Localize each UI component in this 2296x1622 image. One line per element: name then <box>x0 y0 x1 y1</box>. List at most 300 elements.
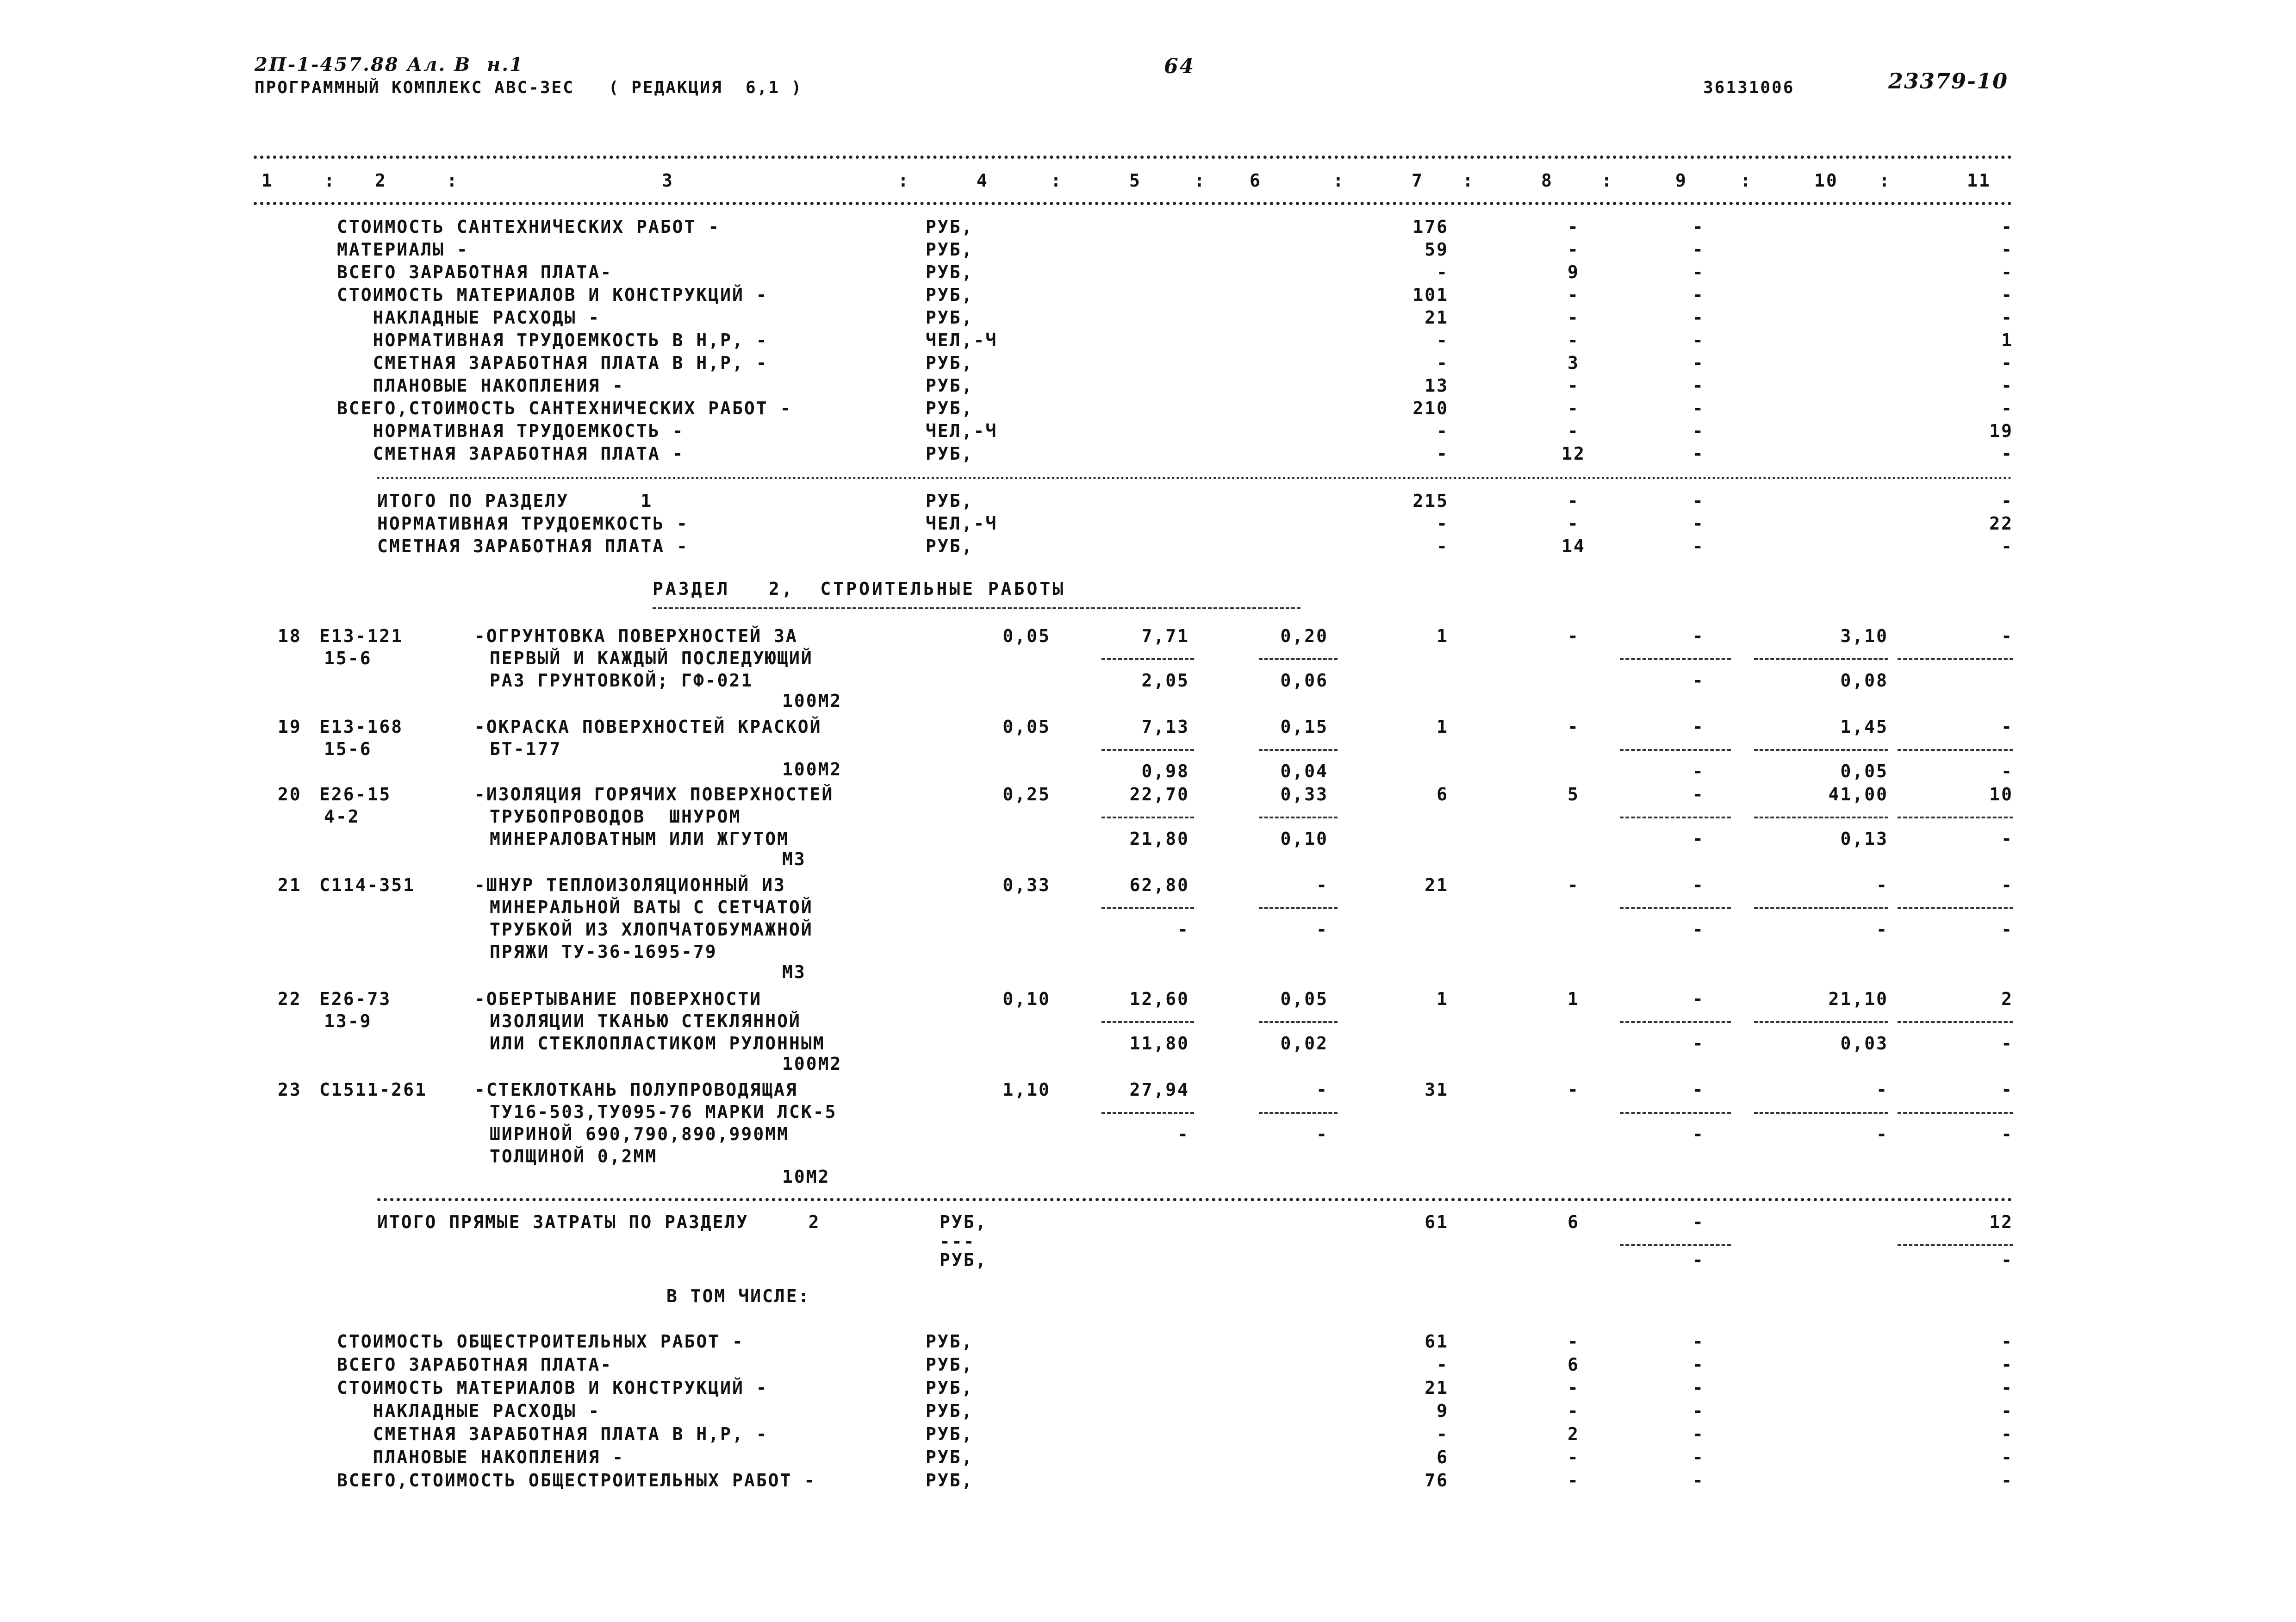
cell-divider <box>1754 1021 1888 1023</box>
column-header-4: 4 <box>977 170 989 191</box>
cell-divider <box>1101 749 1194 751</box>
summary-col9: - <box>1692 491 1705 511</box>
summary-col7: - <box>1437 353 1449 373</box>
summary-col9: - <box>1692 330 1705 350</box>
summary-col8: 3 <box>1568 353 1580 373</box>
item-col11-wage: - <box>2001 1033 2013 1054</box>
summary-col11: - <box>2001 1447 2013 1467</box>
cell-divider <box>1754 907 1888 909</box>
summary-col9: - <box>1692 398 1705 418</box>
item-col10-wage: 0,05 <box>1840 761 1888 781</box>
summary-col8: 6 <box>1568 1354 1580 1375</box>
summary-col9: - <box>1692 1378 1705 1398</box>
item-col8: - <box>1568 875 1580 895</box>
item-description: ТРУБКОЙ ИЗ ХЛОПЧАТОБУМАЖНОЙ <box>490 919 813 940</box>
item-col9: - <box>1692 717 1705 737</box>
summary-col8: - <box>1568 1470 1580 1491</box>
cell-divider <box>1101 658 1194 660</box>
item-col5-wage: 0,98 <box>1141 761 1189 781</box>
column-separator: : <box>1194 170 1206 191</box>
summary-col11: - <box>2001 443 2013 464</box>
item-description: ТРУБОПРОВОДОВ ШНУРОМ <box>490 806 741 827</box>
item-quantity: 0,05 <box>1002 717 1051 737</box>
item-code: Е13-121 <box>319 626 404 646</box>
cell-divider <box>1898 1112 2013 1114</box>
summary-label: СМЕТНАЯ ЗАРАБОТНАЯ ПЛАТА - <box>377 536 689 556</box>
item-unit: М3 <box>782 962 806 982</box>
summary-col11: 19 <box>1989 421 2013 441</box>
summary-col9: - <box>1692 285 1705 305</box>
total-col7: 61 <box>1425 1212 1449 1232</box>
item-unit: 100М2 <box>782 691 842 711</box>
summary-col8: - <box>1568 491 1580 511</box>
section2-rule <box>377 1198 2012 1201</box>
total-unit-dash: --- <box>940 1231 976 1252</box>
summary-unit: РУБ, <box>926 285 974 305</box>
summary-label: НОРМАТИВНАЯ ТРУДОЕМКОСТЬ - <box>337 421 684 441</box>
item-number: 23 <box>278 1079 302 1100</box>
summary-col11: - <box>2001 1331 2013 1352</box>
item-col6-price: - <box>1316 1079 1328 1100</box>
cell-divider <box>1101 1021 1194 1023</box>
cell-divider <box>1259 1112 1338 1114</box>
summary-col8: - <box>1568 1447 1580 1467</box>
summary-label: СТОИМОСТЬ МАТЕРИАЛОВ И КОНСТРУКЦИЙ - <box>337 1378 768 1398</box>
summary-col7: 61 <box>1425 1331 1449 1352</box>
summary-col8: - <box>1568 285 1580 305</box>
item-col10: 41,00 <box>1828 784 1888 805</box>
item-description: РАЗ ГРУНТОВКОЙ; ГФ-021 <box>490 670 753 691</box>
item-col11: - <box>2001 717 2013 737</box>
item-col11-wage: - <box>2001 1124 2013 1144</box>
summary-label: МАТЕРИАЛЫ - <box>337 239 469 260</box>
item-unit: 100М2 <box>782 759 842 780</box>
item-col9-wage: - <box>1692 670 1705 691</box>
item-col5-wage: - <box>1177 919 1189 940</box>
summary-unit: РУБ, <box>926 1378 974 1398</box>
cell-divider <box>1898 1244 2013 1246</box>
cell-divider <box>1259 907 1338 909</box>
summary-col8: 14 <box>1562 536 1586 556</box>
summary-col7: 210 <box>1412 398 1449 418</box>
column-separator: : <box>1462 170 1475 191</box>
item-col8: 1 <box>1568 989 1580 1009</box>
item-description: ШИРИНОЙ 690,790,890,990ММ <box>490 1124 789 1144</box>
summary-col8: - <box>1568 239 1580 260</box>
summary-col11: - <box>2001 491 2013 511</box>
summary-col7: - <box>1437 262 1449 282</box>
item-col9: - <box>1692 1079 1705 1100</box>
summary-unit: РУБ, <box>926 1401 974 1421</box>
column-header-8: 8 <box>1541 170 1553 191</box>
cell-divider <box>1754 658 1888 660</box>
summary-col7: - <box>1437 1424 1449 1444</box>
summary-col8: - <box>1568 307 1580 328</box>
cell-divider <box>1754 749 1888 751</box>
column-header-9: 9 <box>1675 170 1687 191</box>
summary-unit: РУБ, <box>926 239 974 260</box>
item-code: С1511-261 <box>319 1079 427 1100</box>
summary-col7: 101 <box>1412 285 1449 305</box>
item-col10: 21,10 <box>1828 989 1888 1009</box>
cell-divider <box>1620 749 1731 751</box>
item-number: 18 <box>278 626 302 646</box>
item-description: -СТЕКЛОТКАНЬ ПОЛУПРОВОДЯЩАЯ <box>474 1079 798 1100</box>
item-col10: - <box>1876 1079 1888 1100</box>
item-description: ИЗОЛЯЦИИ ТКАНЬЮ СТЕКЛЯННОЙ <box>490 1011 801 1031</box>
summary-col9: - <box>1692 1331 1705 1352</box>
item-col5-price: 7,71 <box>1141 626 1189 646</box>
item-description: -ОБЕРТЫВАНИЕ ПОВЕРХНОСТИ <box>474 989 762 1009</box>
summary-label: СТОИМОСТЬ САНТЕХНИЧЕСКИХ РАБОТ - <box>337 217 721 237</box>
summary-col8: - <box>1568 1331 1580 1352</box>
item-code: Е26-73 <box>319 989 392 1009</box>
summary-col7: 176 <box>1412 217 1449 237</box>
summary-col7: 215 <box>1412 491 1449 511</box>
cell-divider <box>1101 817 1194 818</box>
item-code: 15-6 <box>324 648 372 668</box>
item-quantity: 0,05 <box>1002 626 1051 646</box>
summary-unit: РУБ, <box>926 1470 974 1491</box>
section2-title-underline <box>653 607 1300 609</box>
item-code: 4-2 <box>324 806 360 827</box>
item-col6-wage: 0,02 <box>1280 1033 1328 1054</box>
summary-label: ПЛАНОВЫЕ НАКОПЛЕНИЯ - <box>337 375 625 396</box>
column-separator: : <box>447 170 459 191</box>
cell-divider <box>1620 1244 1731 1246</box>
summary-unit: РУБ, <box>926 375 974 396</box>
summary-label: НОРМАТИВНАЯ ТРУДОЕМКОСТЬ - <box>377 513 689 534</box>
summary-label: СТОИМОСТЬ МАТЕРИАЛОВ И КОНСТРУКЦИЙ - <box>337 285 768 305</box>
item-quantity: 0,33 <box>1002 875 1051 895</box>
total-unit2: РУБ, <box>940 1250 988 1270</box>
item-number: 21 <box>278 875 302 895</box>
doc-code: 2П-1-457.88 Ал. В н.1 <box>255 54 524 75</box>
summary-col7: 21 <box>1425 1378 1449 1398</box>
item-description: -ОКРАСКА ПОВЕРХНОСТЕЙ КРАСКОЙ <box>474 717 822 737</box>
item-col9: - <box>1692 626 1705 646</box>
column-separator: : <box>1740 170 1752 191</box>
summary-col9: - <box>1692 217 1705 237</box>
item-col11-wage: - <box>2001 919 2013 940</box>
item-col9: - <box>1692 875 1705 895</box>
column-header-1: 1 <box>261 170 274 191</box>
cell-divider <box>1259 1021 1338 1023</box>
summary-col8: - <box>1568 421 1580 441</box>
summary-col11: - <box>2001 285 2013 305</box>
summary-col8: - <box>1568 217 1580 237</box>
item-col8: 5 <box>1568 784 1580 805</box>
item-number: 22 <box>278 989 302 1009</box>
item-col11: 10 <box>1989 784 2013 805</box>
summary-col9: - <box>1692 443 1705 464</box>
cell-divider <box>1620 907 1731 909</box>
header-rule-top <box>254 156 2012 159</box>
cell-divider <box>1898 658 2013 660</box>
program-title: ПРОГРАММНЫЙ КОМПЛЕКС АВС-3ЕС ( РЕДАКЦИЯ 6,1 ) <box>255 78 803 97</box>
summary-col8: - <box>1568 1378 1580 1398</box>
handwritten-stamp: 23379-10 <box>1888 69 2009 94</box>
summary-col11: - <box>2001 1378 2013 1398</box>
item-col5-price: 22,70 <box>1129 784 1189 805</box>
summary-col11: - <box>2001 1470 2013 1491</box>
item-description: МИНЕРАЛОВАТНЫМ ИЛИ ЖГУТОМ <box>490 829 789 849</box>
cell-divider <box>1101 907 1194 909</box>
column-header-6: 6 <box>1250 170 1262 191</box>
summary-col9: - <box>1692 239 1705 260</box>
item-col10: 1,45 <box>1840 717 1888 737</box>
summary-col8: 9 <box>1568 262 1580 282</box>
column-separator: : <box>324 170 336 191</box>
item-col10-wage: - <box>1876 1124 1888 1144</box>
cell-divider <box>1898 817 2013 818</box>
item-code: Е13-168 <box>319 717 404 737</box>
header-rule-bottom <box>254 202 2012 205</box>
column-header-11: 11 <box>1967 170 1991 191</box>
summary-label: НАКЛАДНЫЕ РАСХОДЫ - <box>337 307 601 328</box>
summary-label: СМЕТНАЯ ЗАРАБОТНАЯ ПЛАТА - <box>337 443 684 464</box>
summary-col9: - <box>1692 1424 1705 1444</box>
item-col5-price: 12,60 <box>1129 989 1189 1009</box>
summary-col11: - <box>2001 1401 2013 1421</box>
item-col11-wage: - <box>2001 761 2013 781</box>
summary-col8: - <box>1568 513 1580 534</box>
summary-label: ИТОГО ПО РАЗДЕЛУ 1 <box>377 491 653 511</box>
summary-col11: - <box>2001 239 2013 260</box>
column-header-10: 10 <box>1814 170 1838 191</box>
item-col11: - <box>2001 1079 2013 1100</box>
item-code: Е26-15 <box>319 784 392 805</box>
summary-unit: РУБ, <box>926 536 974 556</box>
item-unit: М3 <box>782 849 806 869</box>
item-col8: - <box>1568 1079 1580 1100</box>
summary-col11: - <box>2001 375 2013 396</box>
cell-divider <box>1898 1021 2013 1023</box>
summary-col11: - <box>2001 307 2013 328</box>
summary-col9: - <box>1692 536 1705 556</box>
summary-col11: - <box>2001 1354 2013 1375</box>
summary-col8: - <box>1568 398 1580 418</box>
column-header-7: 7 <box>1412 170 1424 191</box>
cell-divider <box>1754 817 1888 818</box>
item-col6-wage: 0,10 <box>1280 829 1328 849</box>
column-header-5: 5 <box>1129 170 1141 191</box>
summary-col7: - <box>1437 513 1449 534</box>
item-col5-price: 7,13 <box>1141 717 1189 737</box>
item-unit: 100М2 <box>782 1054 842 1074</box>
summary-col8: - <box>1568 1401 1580 1421</box>
item-col5-wage: 11,80 <box>1129 1033 1189 1054</box>
item-col5-wage: 2,05 <box>1141 670 1189 691</box>
item-number: 19 <box>278 717 302 737</box>
item-col9-wage: - <box>1692 919 1705 940</box>
item-quantity: 1,10 <box>1002 1079 1051 1100</box>
summary-col11: 22 <box>1989 513 2013 534</box>
summary-col7: 59 <box>1425 239 1449 260</box>
summary-label: НОРМАТИВНАЯ ТРУДОЕМКОСТЬ В Н,Р, - <box>337 330 768 350</box>
total-col11: 12 <box>1989 1212 2013 1232</box>
summary-label: СМЕТНАЯ ЗАРАБОТНАЯ ПЛАТА В Н,Р, - <box>337 1424 768 1444</box>
item-description: МИНЕРАЛЬНОЙ ВАТЫ С СЕТЧАТОЙ <box>490 897 813 917</box>
total-unit: РУБ, <box>940 1212 988 1232</box>
item-description: ТОЛЩИНОЙ 0,2ММ <box>490 1146 658 1167</box>
item-col10-wage: 0,03 <box>1840 1033 1888 1054</box>
summary-col7: 76 <box>1425 1470 1449 1491</box>
summary-col9: - <box>1692 353 1705 373</box>
summary-col9: - <box>1692 421 1705 441</box>
item-description: БТ-177 <box>490 739 562 759</box>
item-code: 13-9 <box>324 1011 372 1031</box>
cell-divider <box>1620 1112 1731 1114</box>
summary-col8: - <box>1568 375 1580 396</box>
item-description: -ШНУР ТЕПЛОИЗОЛЯЦИОННЫЙ ИЗ <box>474 875 786 895</box>
item-col9-wage: - <box>1692 829 1705 849</box>
item-col10: - <box>1876 875 1888 895</box>
item-col11-wage: - <box>2001 829 2013 849</box>
item-unit: 10М2 <box>782 1167 830 1187</box>
summary-unit: РУБ, <box>926 398 974 418</box>
item-col7: 31 <box>1425 1079 1449 1100</box>
item-quantity: 0,10 <box>1002 989 1051 1009</box>
summary-col11: - <box>2001 1424 2013 1444</box>
total-col9: - <box>1692 1212 1705 1232</box>
column-header-3: 3 <box>662 170 674 191</box>
item-number: 20 <box>278 784 302 805</box>
cell-divider <box>1259 658 1338 660</box>
item-col6-price: - <box>1316 875 1328 895</box>
summary-col7: 9 <box>1437 1401 1449 1421</box>
item-description: ИЛИ СТЕКЛОПЛАСТИКОМ РУЛОННЫМ <box>490 1033 825 1054</box>
item-col6-price: 0,20 <box>1280 626 1328 646</box>
item-col5-wage: 21,80 <box>1129 829 1189 849</box>
item-description: ТУ16-503,ТУ095-76 МАРКИ ЛСК-5 <box>490 1102 837 1122</box>
cell-divider <box>1898 907 2013 909</box>
item-col10-wage: - <box>1876 919 1888 940</box>
item-col8: - <box>1568 626 1580 646</box>
summary-col7: - <box>1437 443 1449 464</box>
summary-col8: - <box>1568 330 1580 350</box>
item-col9: - <box>1692 989 1705 1009</box>
summary-col7: 13 <box>1425 375 1449 396</box>
item-col10: 3,10 <box>1840 626 1888 646</box>
item-col6-price: 0,05 <box>1280 989 1328 1009</box>
summary-col11: - <box>2001 217 2013 237</box>
summary-unit: РУБ, <box>926 1447 974 1467</box>
item-col8: - <box>1568 717 1580 737</box>
total-col8: 6 <box>1568 1212 1580 1232</box>
summary-unit: РУБ, <box>926 1331 974 1352</box>
summary-unit: РУБ, <box>926 262 974 282</box>
item-col6-wage: 0,04 <box>1280 761 1328 781</box>
summary-unit: РУБ, <box>926 1424 974 1444</box>
summary-label: ВСЕГО ЗАРАБОТНАЯ ПЛАТА- <box>337 262 613 282</box>
summary-col11: - <box>2001 353 2013 373</box>
cell-divider <box>1754 1112 1888 1114</box>
item-col6-price: 0,33 <box>1280 784 1328 805</box>
summary-label: НАКЛАДНЫЕ РАСХОДЫ - <box>337 1401 601 1421</box>
summary-col7: - <box>1437 330 1449 350</box>
item-code: С114-351 <box>319 875 416 895</box>
summary-col9: - <box>1692 1447 1705 1467</box>
item-col9-wage: - <box>1692 1124 1705 1144</box>
item-col5-wage: - <box>1177 1124 1189 1144</box>
summary-unit: РУБ, <box>926 491 974 511</box>
item-col7: 1 <box>1437 989 1449 1009</box>
item-col11: - <box>2001 626 2013 646</box>
summary-col8: 12 <box>1562 443 1586 464</box>
item-col6-price: 0,15 <box>1280 717 1328 737</box>
cell-divider <box>1259 817 1338 818</box>
cell-divider <box>1620 658 1731 660</box>
column-separator: : <box>1051 170 1063 191</box>
summary-unit: РУБ, <box>926 217 974 237</box>
page-number: 64 <box>1164 55 1195 78</box>
summary-col9: - <box>1692 1354 1705 1375</box>
summary-col7: - <box>1437 1354 1449 1375</box>
summary-label: СМЕТНАЯ ЗАРАБОТНАЯ ПЛАТА В Н,Р, - <box>337 353 768 373</box>
summary-unit: РУБ, <box>926 1354 974 1375</box>
cell-divider <box>1259 749 1338 751</box>
summary-col11: - <box>2001 262 2013 282</box>
summary-col7: 21 <box>1425 307 1449 328</box>
summary-unit: ЧЕЛ,-Ч <box>926 421 998 441</box>
summary-unit: РУБ, <box>926 353 974 373</box>
summary-unit: РУБ, <box>926 307 974 328</box>
summary-col7: - <box>1437 421 1449 441</box>
item-description: -ОГРУНТОВКА ПОВЕРХНОСТЕЙ ЗА <box>474 626 798 646</box>
item-col6-wage: 0,06 <box>1280 670 1328 691</box>
section2-title: РАЗДЕЛ 2, СТРОИТЕЛЬНЫЕ РАБОТЫ <box>653 579 1066 599</box>
item-col10-wage: 0,08 <box>1840 670 1888 691</box>
summary-col9: - <box>1692 375 1705 396</box>
item-description: -ИЗОЛЯЦИЯ ГОРЯЧИХ ПОВЕРХНОСТЕЙ <box>474 784 834 805</box>
including-label: В ТОМ ЧИСЛЕ: <box>666 1286 810 1306</box>
item-col10-wage: 0,13 <box>1840 829 1888 849</box>
item-col11: 2 <box>2001 989 2013 1009</box>
item-description: ПЕРВЫЙ И КАЖДЫЙ ПОСЛЕДУЮЩИЙ <box>490 648 813 668</box>
item-code: 15-6 <box>324 739 372 759</box>
item-col7: 1 <box>1437 717 1449 737</box>
id-number: 36131006 <box>1703 78 1795 97</box>
summary-col11: 1 <box>2001 330 2013 350</box>
total-label: ИТОГО ПРЯМЫЕ ЗАТРАТЫ ПО РАЗДЕЛУ 2 <box>377 1212 821 1232</box>
item-quantity: 0,25 <box>1002 784 1051 805</box>
item-col9-wage: - <box>1692 761 1705 781</box>
total-col9b: - <box>1692 1250 1705 1270</box>
summary-unit: РУБ, <box>926 443 974 464</box>
item-col11: - <box>2001 875 2013 895</box>
summary-col11: - <box>2001 398 2013 418</box>
item-col9: - <box>1692 784 1705 805</box>
summary-label: ВСЕГО ЗАРАБОТНАЯ ПЛАТА- <box>337 1354 613 1375</box>
summary-unit: ЧЕЛ,-Ч <box>926 513 998 534</box>
item-col7: 6 <box>1437 784 1449 805</box>
summary-label: СТОИМОСТЬ ОБЩЕСТРОИТЕЛЬНЫХ РАБОТ - <box>337 1331 744 1352</box>
total-col11b: - <box>2001 1250 2013 1270</box>
summary-col11: - <box>2001 536 2013 556</box>
summary-col7: - <box>1437 536 1449 556</box>
column-header-2: 2 <box>375 170 387 191</box>
summary-unit: ЧЕЛ,-Ч <box>926 330 998 350</box>
summary-label: ВСЕГО,СТОИМОСТЬ САНТЕХНИЧЕСКИХ РАБОТ - <box>337 398 792 418</box>
cell-divider <box>1101 1112 1194 1114</box>
item-col9-wage: - <box>1692 1033 1705 1054</box>
summary-col8: 2 <box>1568 1424 1580 1444</box>
item-col5-price: 27,94 <box>1129 1079 1189 1100</box>
item-col7: 21 <box>1425 875 1449 895</box>
cell-divider <box>1620 817 1731 818</box>
item-col6-wage: - <box>1316 919 1328 940</box>
